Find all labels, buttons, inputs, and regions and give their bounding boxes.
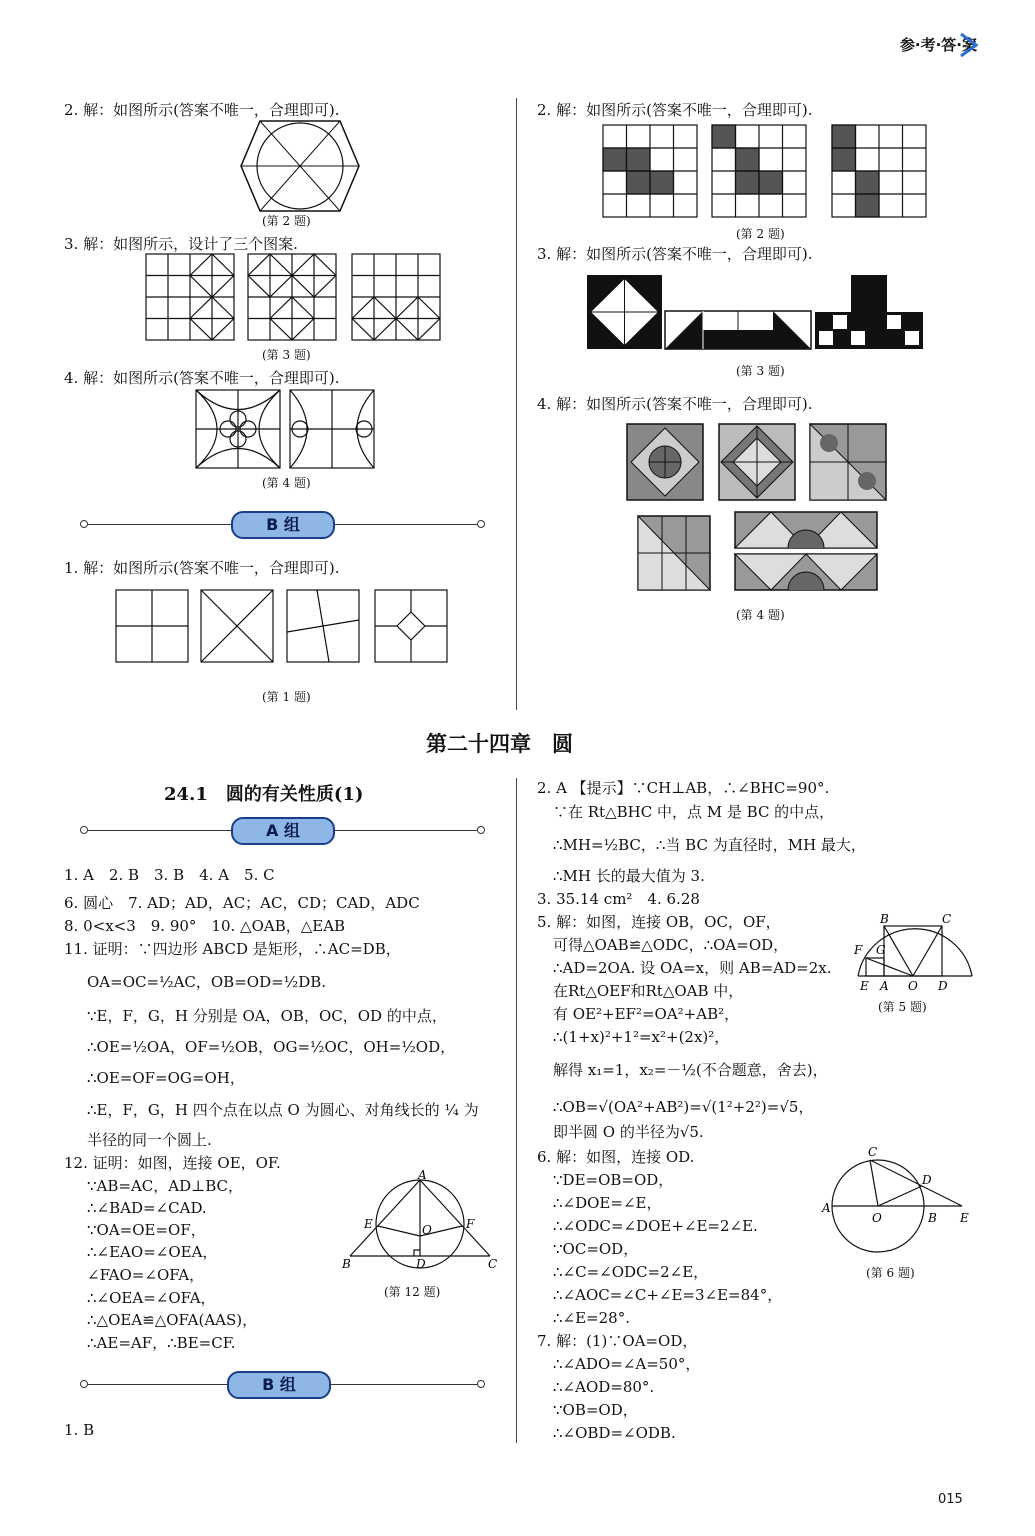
page-header-title: 参·考·答·案 bbox=[899, 36, 977, 54]
right-cap5: (第 5 题) bbox=[878, 1000, 927, 1014]
hexagon-figure bbox=[240, 120, 360, 212]
answer-line: 7. 解：(1)∵OA=OD， bbox=[537, 1332, 698, 1350]
answer-line: ∵OB=OD， bbox=[553, 1401, 638, 1419]
curve-pattern-1 bbox=[196, 390, 280, 468]
answer-line: ∴∠DOE=∠E， bbox=[553, 1194, 662, 1212]
label-O: O bbox=[908, 979, 918, 993]
label-O: O bbox=[872, 1211, 882, 1225]
bw-pattern-3 bbox=[815, 275, 923, 349]
left-q3-text: 3. 解：如图所示，设计了三个图案. bbox=[64, 235, 298, 253]
divider-dot bbox=[477, 520, 485, 528]
tile-pattern-4 bbox=[638, 516, 710, 590]
label-A: A bbox=[822, 1201, 831, 1215]
left-q2-text: 2. 解：如图所示(答案不唯一，合理即可). bbox=[64, 101, 340, 119]
left-q4-text: 4. 解：如图所示(答案不唯一，合理即可). bbox=[64, 369, 340, 387]
answer-line: 6. 圆心 7. AD；AD，AC；AC，CD；CAD，ADC bbox=[64, 894, 420, 912]
label-F: F bbox=[854, 943, 863, 957]
answer-line: 1. B bbox=[64, 1421, 95, 1439]
label-B: B bbox=[928, 1211, 937, 1225]
answer-line: 在Rt△OEF和Rt△OAB 中， bbox=[553, 982, 744, 1000]
answer-line: ∵E，F，G，H 分别是 OA，OB，OC，OD 的中点， bbox=[87, 1007, 447, 1025]
shaded-grid-1 bbox=[603, 125, 697, 217]
right-q2-text: 2. 解：如图所示(答案不唯一，合理即可). bbox=[537, 101, 813, 119]
divider-dot bbox=[477, 1380, 485, 1388]
label-A: A bbox=[880, 979, 889, 993]
answer-line: ∴(1+x)²+1²=x²+(2x)²， bbox=[553, 1028, 730, 1046]
label-E: E bbox=[960, 1211, 969, 1225]
label-E: E bbox=[364, 1217, 373, 1231]
answer-line: ∴∠OEA=∠OFA， bbox=[87, 1289, 216, 1307]
left-capb1: (第 1 题) bbox=[262, 690, 311, 704]
answer-line: ∴∠ADO=∠A=50°， bbox=[553, 1355, 701, 1373]
answer-line: ∴AE=AF，∴BE=CF. bbox=[87, 1334, 236, 1352]
left-cap4: (第 4 题) bbox=[262, 476, 311, 490]
grid-pattern-1 bbox=[146, 254, 234, 340]
label-E: E bbox=[860, 979, 869, 993]
label-C: C bbox=[488, 1257, 498, 1271]
chevron-right-icon bbox=[958, 32, 980, 58]
grid-pattern-2 bbox=[248, 254, 336, 340]
answer-line: 3. 35.14 cm² 4. 6.28 bbox=[537, 890, 700, 908]
answer-line: ∴OB=√(OA²+AB²)=√(1²+2²)=√5， bbox=[553, 1098, 814, 1116]
answer-line: ∠FAO=∠OFA， bbox=[87, 1266, 205, 1284]
answer-line: 半径的同一个圆上. bbox=[87, 1131, 212, 1149]
tile-pattern-5 bbox=[735, 512, 877, 548]
label-G: G bbox=[876, 943, 886, 957]
answer-line: ∵OA=OE=OF， bbox=[87, 1221, 206, 1239]
answer-line: ∴∠AOC=∠C+∠E=3∠E=84°， bbox=[553, 1286, 783, 1304]
right-cap3: (第 3 题) bbox=[736, 364, 785, 378]
answer-line: ∴∠ODC=∠DOE+∠E=2∠E. bbox=[553, 1217, 758, 1235]
chapter-title: 第二十四章 圆 bbox=[426, 731, 573, 756]
answer-line: ∴MH 长的最大值为 3. bbox=[553, 867, 705, 885]
answer-line: ∴∠AOD=80°. bbox=[553, 1378, 655, 1396]
page-number: 015 bbox=[938, 1492, 963, 1507]
square-division-1 bbox=[116, 590, 188, 662]
answer-line: ∴MH=½BC，∴当 BC 为直径时，MH 最大， bbox=[553, 836, 866, 854]
answer-line: 8. 0<x<3 9. 90° 10. △OAB，△EAB bbox=[64, 917, 346, 935]
answer-line: OA=OC=½AC，OB=OD=½DB. bbox=[87, 973, 327, 991]
answer-line: ∵OC=OD， bbox=[553, 1240, 639, 1258]
grid-pattern-3 bbox=[352, 254, 440, 340]
group-b2-badge: B 组 bbox=[227, 1371, 331, 1399]
left-cap12: (第 12 题) bbox=[384, 1285, 441, 1299]
label-A: A bbox=[418, 1168, 427, 1182]
left-b1-text: 1. 解：如图所示(答案不唯一，合理即可). bbox=[64, 559, 340, 577]
tile-pattern-2 bbox=[719, 424, 795, 500]
answer-line: 11. 证明：∵四边形 ABCD 是矩形，∴AC=DB， bbox=[64, 940, 401, 958]
divider-dot bbox=[477, 826, 485, 834]
column-divider-top bbox=[516, 98, 517, 710]
answer-line: 1. A 2. B 3. B 4. A 5. C bbox=[64, 866, 275, 884]
answer-line: ∴AD=2OA. 设 OA=x，则 AB=AD=2x. bbox=[553, 959, 832, 977]
left-cap3: (第 3 题) bbox=[262, 348, 311, 362]
label-D: D bbox=[922, 1173, 932, 1187]
answer-line: 可得△OAB≌△ODC，∴OA=OD， bbox=[553, 936, 789, 954]
right-cap6: (第 6 题) bbox=[866, 1266, 915, 1280]
label-C: C bbox=[942, 912, 952, 926]
answer-line: ∴E，F，G，H 四个点在以点 O 为圆心、对角线长的 ¼ 为 bbox=[87, 1101, 479, 1119]
curve-pattern-2 bbox=[290, 390, 374, 468]
column-divider-bottom bbox=[516, 778, 517, 1443]
figure-5-semicircle bbox=[852, 912, 974, 992]
answer-line: 即半圆 O 的半径为√5. bbox=[553, 1123, 704, 1141]
answer-line: ∴OE=½OA，OF=½OB，OG=½OC，OH=½OD， bbox=[87, 1038, 456, 1056]
square-division-2 bbox=[201, 590, 273, 662]
label-C: C bbox=[868, 1145, 878, 1159]
figure-12-geometry bbox=[340, 1168, 500, 1276]
label-F: F bbox=[466, 1217, 475, 1231]
answer-line: ∴∠C=∠ODC=2∠E， bbox=[553, 1263, 709, 1281]
tile-pattern-1 bbox=[627, 424, 703, 500]
right-q3-text: 3. 解：如图所示(答案不唯一，合理即可). bbox=[537, 245, 813, 263]
answer-line: ∴∠EAO=∠OEA， bbox=[87, 1243, 218, 1261]
right-cap2: (第 2 题) bbox=[736, 227, 785, 241]
tile-pattern-3 bbox=[810, 424, 886, 500]
right-q4-text: 4. 解：如图所示(答案不唯一，合理即可). bbox=[537, 395, 813, 413]
answer-line: 2. A 【提示】∵CH⊥AB，∴∠BHC=90°. bbox=[537, 779, 830, 797]
answer-line: ∵在 Rt△BHC 中，点 M 是 BC 的中点， bbox=[553, 803, 835, 821]
answer-line: ∵DE=OB=OD， bbox=[553, 1171, 674, 1189]
shaded-grid-2 bbox=[712, 125, 806, 217]
figure-6-circle bbox=[820, 1146, 980, 1258]
bw-pattern-2 bbox=[665, 311, 811, 349]
right-cap4: (第 4 题) bbox=[736, 608, 785, 622]
label-B: B bbox=[880, 912, 889, 926]
answer-line: 解得 x₁=1，x₂=－½(不合题意，舍去)， bbox=[553, 1061, 828, 1079]
answer-line: ∴∠BAD=∠CAD. bbox=[87, 1199, 207, 1217]
tile-pattern-6 bbox=[735, 554, 877, 590]
answer-line: ∴∠E=28°. bbox=[553, 1309, 630, 1327]
label-O: O bbox=[422, 1223, 432, 1237]
left-cap2: (第 2 题) bbox=[262, 214, 311, 228]
label-D: D bbox=[938, 979, 948, 993]
group-a-badge: A 组 bbox=[231, 817, 335, 845]
answer-line: 5. 解：如图，连接 OB，OC，OF， bbox=[537, 913, 781, 931]
square-division-4 bbox=[375, 590, 447, 662]
answer-line: 12. 证明：如图，连接 OE，OF. bbox=[64, 1154, 281, 1172]
label-D: D bbox=[416, 1257, 426, 1271]
answer-line: ∴△OEA≌△OFA(AAS)， bbox=[87, 1311, 258, 1329]
answer-line: 6. 解：如图，连接 OD. bbox=[537, 1148, 695, 1166]
group-b-badge: B 组 bbox=[231, 511, 335, 539]
bw-pattern-1 bbox=[587, 275, 662, 349]
answer-line: ∵AB=AC，AD⊥BC， bbox=[87, 1177, 244, 1195]
section-title: 24.1 圆的有关性质(1) bbox=[164, 784, 364, 805]
answer-line: 有 OE²+EF²=OA²+AB²， bbox=[553, 1005, 740, 1023]
square-division-3 bbox=[287, 590, 359, 662]
answer-line: ∴OE=OF=OG=OH， bbox=[87, 1069, 245, 1087]
label-B: B bbox=[342, 1257, 351, 1271]
shaded-grid-3 bbox=[832, 125, 926, 217]
answer-line: ∴∠OBD=∠ODB. bbox=[553, 1424, 676, 1442]
